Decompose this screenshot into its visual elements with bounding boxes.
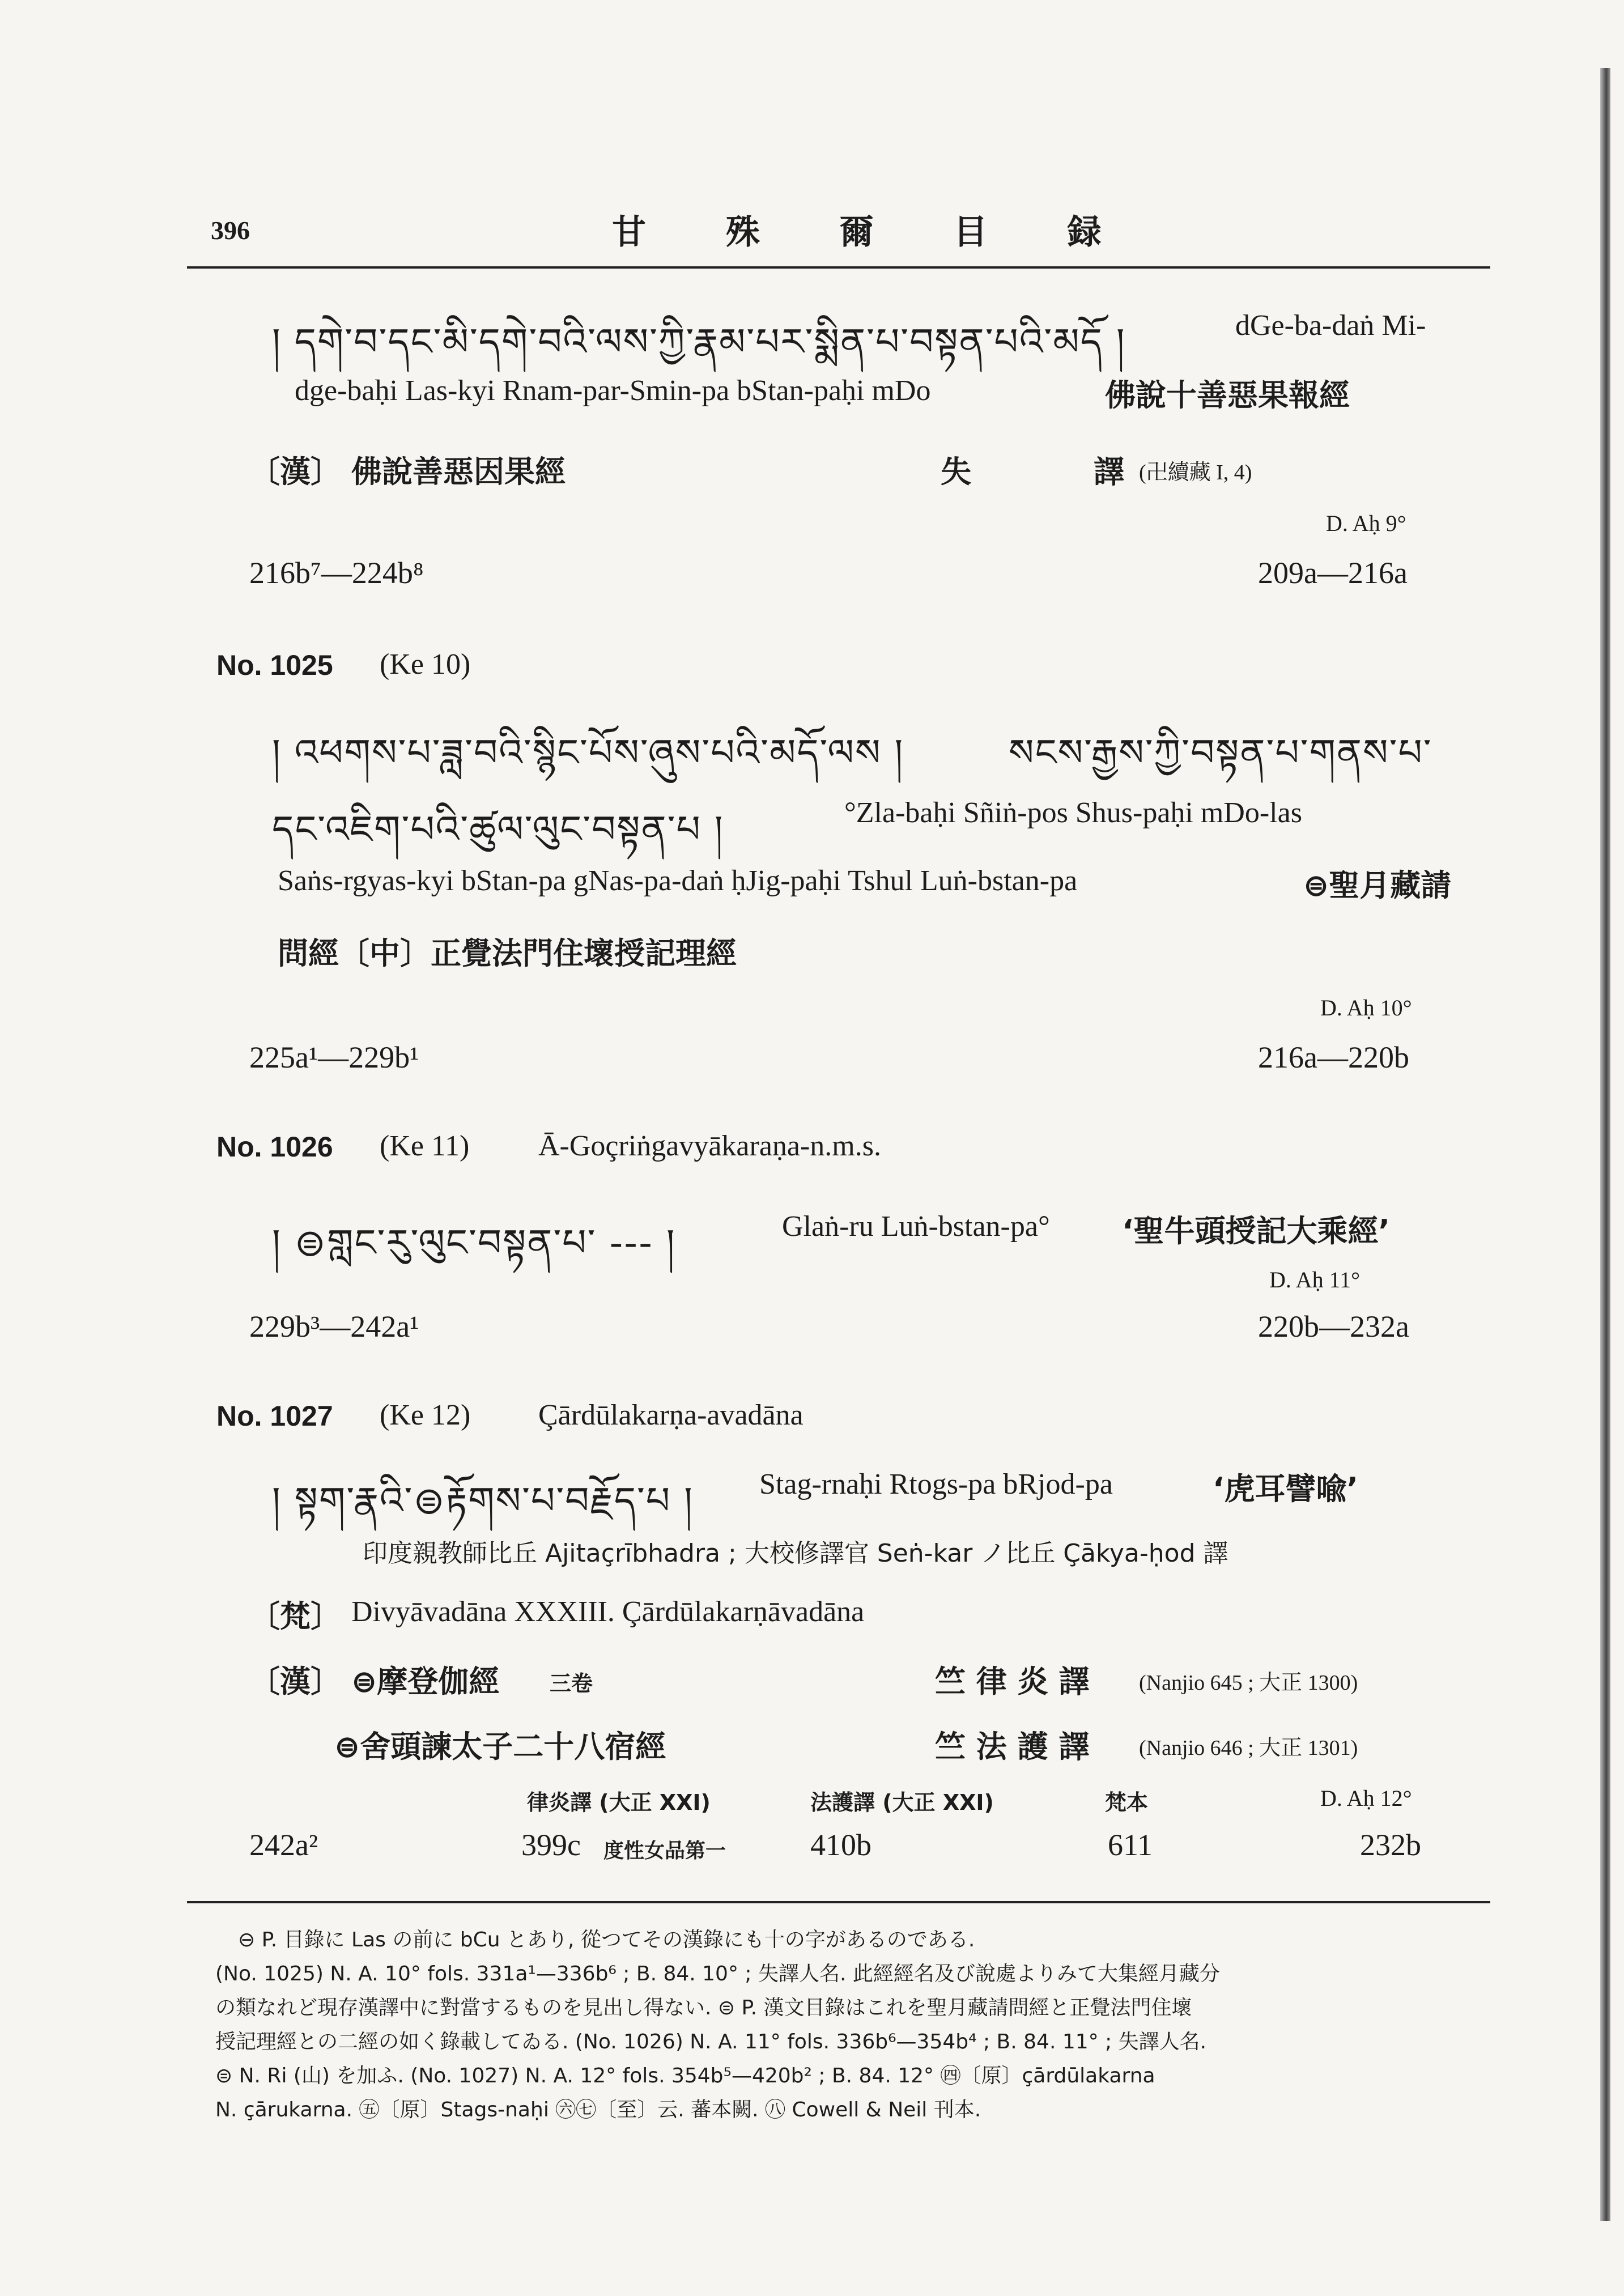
romanized-title: Glaṅ-ru Luṅ-bstan-pa° (782, 1210, 1050, 1243)
han-translator: 竺 律 炎 譯 (935, 1664, 1090, 1699)
folios-peking: 216b⁷—224b⁸ (249, 556, 424, 590)
folios-derge: 216a—220b (1258, 1040, 1409, 1074)
han-label: 〔漢〕 (249, 1664, 341, 1699)
chinese-title: 問經〔中〕正覺法門住壞授記理經 (278, 936, 737, 971)
table-cell: 611 (1108, 1828, 1153, 1862)
folios-derge: 209a—216a (1258, 556, 1408, 590)
translators-line: 印度親教師比丘 Ajitaçrībhadra ; 大校修譯官 Seṅ-kar ノ比丘 Çākya-ḥod 譯 (363, 1539, 1228, 1568)
skt-label: 〔梵〕 (249, 1598, 341, 1634)
table-cell: 度性女品第一 (603, 1839, 726, 1863)
entry-ke: (Ke 11) (380, 1130, 470, 1162)
sanskrit-title: Çārdūlakarṇa-avadāna (538, 1399, 804, 1431)
skt-text: Divyāvadāna XXXIII. Çārdūlakarṇāvadāna (351, 1596, 865, 1628)
chinese-title: 佛說十善惡果報經 (1105, 377, 1350, 413)
page-number: 396 (211, 216, 250, 245)
derge-reference: D. Aḥ 10° (1320, 995, 1412, 1021)
table-cell: 410b (810, 1828, 871, 1862)
footnote-line: N. çārukarna. ㊄〔原〕Stags-naḥi ㊅㊆〔至〕云. 蕃本闕. ㊇ Cowell & Neil 刊本. (215, 2098, 981, 2121)
entry-ke: (Ke 12) (380, 1399, 471, 1431)
tibetan-title: ། འཕགས་པ་ཟླ་བའི་སྙིང་པོས་ཞུས་པའི་མདོ་ལས ། (272, 731, 904, 775)
table-header: 梵本 (1105, 1790, 1149, 1815)
folios-derge: 220b—232a (1258, 1309, 1409, 1343)
footnote-line: (No. 1025) N. A. 10° fols. 331a¹—336b⁶ ; B. 84. 10° ; 失譯人名. 此經經名及び說處よりみて大集經月藏分 (215, 1962, 1220, 1985)
tibetan-title: ། སྟག་རྣའི་⊜རྟོགས་པ་བརྗོད་པ ། (272, 1479, 694, 1523)
entry-number: No. 1027 (216, 1400, 333, 1432)
entry-ke: (Ke 10) (380, 648, 471, 681)
chinese-title: ‘聖牛頭授記大乘經’ (1122, 1213, 1391, 1249)
tibetan-title: ། ⊜གླང་རུ་ལུང་བསྟན་པ་ --- ། (272, 1221, 676, 1265)
tibetan-title: སངས་རྒྱས་ཀྱི་བསྟན་པ་གནས་པ་ (1009, 731, 1432, 775)
binding-edge (1600, 68, 1610, 2221)
sanskrit-title: Ā-Goçriṅgavyākaraṇa-n.m.s. (538, 1130, 881, 1162)
footnote-line: ⊜ N. Ri (山) を加ふ. (No. 1027) N. A. 12° fols. 354b⁵—420b² ; B. 84. 12° ㊃〔原〕çārdūlakarna (215, 2064, 1155, 2087)
han-translator: 竺 法 護 譯 (935, 1729, 1090, 1764)
han-volumes: 三卷 (550, 1671, 593, 1696)
footnote-line: 授記理經との二經の如く錄載してゐる. (No. 1026) N. A. 11° fols. 336b⁶—354b⁴ ; B. 84. 11° ; 失譯人名. (215, 2030, 1207, 2053)
footnote-line: の類なれど現存漢譯中に對當するものを見出し得ない. ⊜ P. 漢文目錄はこれを聖月藏請問經と正覺法門住壞 (215, 1996, 1192, 2019)
folios-peking: 225a¹—229b¹ (249, 1040, 419, 1074)
han-reference: (Nanjio 645 ; 大正 1300) (1139, 1671, 1358, 1695)
entry-number: No. 1026 (216, 1131, 333, 1163)
derge-reference: D. Aḥ 11° (1269, 1267, 1361, 1292)
romanized-title: °Zla-baḥi Sñiṅ-pos Shus-paḥi mDo-las (844, 797, 1302, 829)
table-header: 法護譯 (大正 XXI) (810, 1790, 994, 1815)
han-label: 〔漢〕 (249, 454, 341, 490)
han-reference: (卍續藏 I, 4) (1139, 461, 1252, 484)
han-reference: (Nanjio 646 ; 大正 1301) (1139, 1736, 1358, 1760)
han-translator: 失 (941, 454, 971, 490)
table-header: 律炎譯 (大正 XXI) (527, 1790, 711, 1815)
romanized-title: Stag-rnaḥi Rtogs-pa bRjod-pa (759, 1468, 1113, 1500)
folios-derge: 232b (1360, 1828, 1421, 1862)
footnote-rule (187, 1901, 1490, 1903)
han-title: ⊜摩登伽經 (351, 1664, 500, 1699)
romanized-title: Saṅs-rgyas-kyi bStan-pa gNas-pa-daṅ ḥJig-paḥi Tshul Luṅ-bstan-pa (278, 865, 1078, 897)
entry-number: No. 1025 (216, 649, 333, 681)
header-rule (187, 266, 1490, 269)
tibetan-title: དང་འཇིག་པའི་ཚུལ་ལུང་བསྟན་པ ། (272, 807, 724, 851)
running-title: 甘 殊 爾 目 録 (612, 212, 1136, 252)
han-title: 佛說善惡因果經 (351, 454, 566, 490)
table-cell: 399c (521, 1828, 581, 1862)
folios-peking: 229b³—242a¹ (249, 1309, 419, 1343)
folios-peking: 242a² (249, 1828, 318, 1862)
han-title: ⊜舍頭諫太子二十八宿經 (334, 1729, 666, 1764)
chinese-title: ⊜聖月藏請 (1303, 868, 1452, 903)
han-yi: 譯 (1094, 454, 1124, 490)
table-header: D. Aḥ 12° (1320, 1785, 1412, 1811)
chinese-title: ‘虎耳譬喩’ (1213, 1471, 1359, 1507)
derge-reference: D. Aḥ 9° (1326, 511, 1406, 536)
tibetan-title: ། དགེ་བ་དང་མི་དགེ་བའི་ལས་ཀྱི་རྣམ་པར་སྨིན་པ་བསྟན་པའི་མདོ ། (272, 320, 1126, 364)
footnote-line: ⊖ P. 目錄に Las の前に bCu とあり, 從つてその漢錄にも十の字があるのである. (238, 1928, 975, 1951)
romanized-title: dGe-ba-daṅ Mi- (1235, 309, 1426, 342)
romanized-title: dge-baḥi Las-kyi Rnam-par-Smin-pa bStan-paḥi mDo (295, 375, 931, 407)
